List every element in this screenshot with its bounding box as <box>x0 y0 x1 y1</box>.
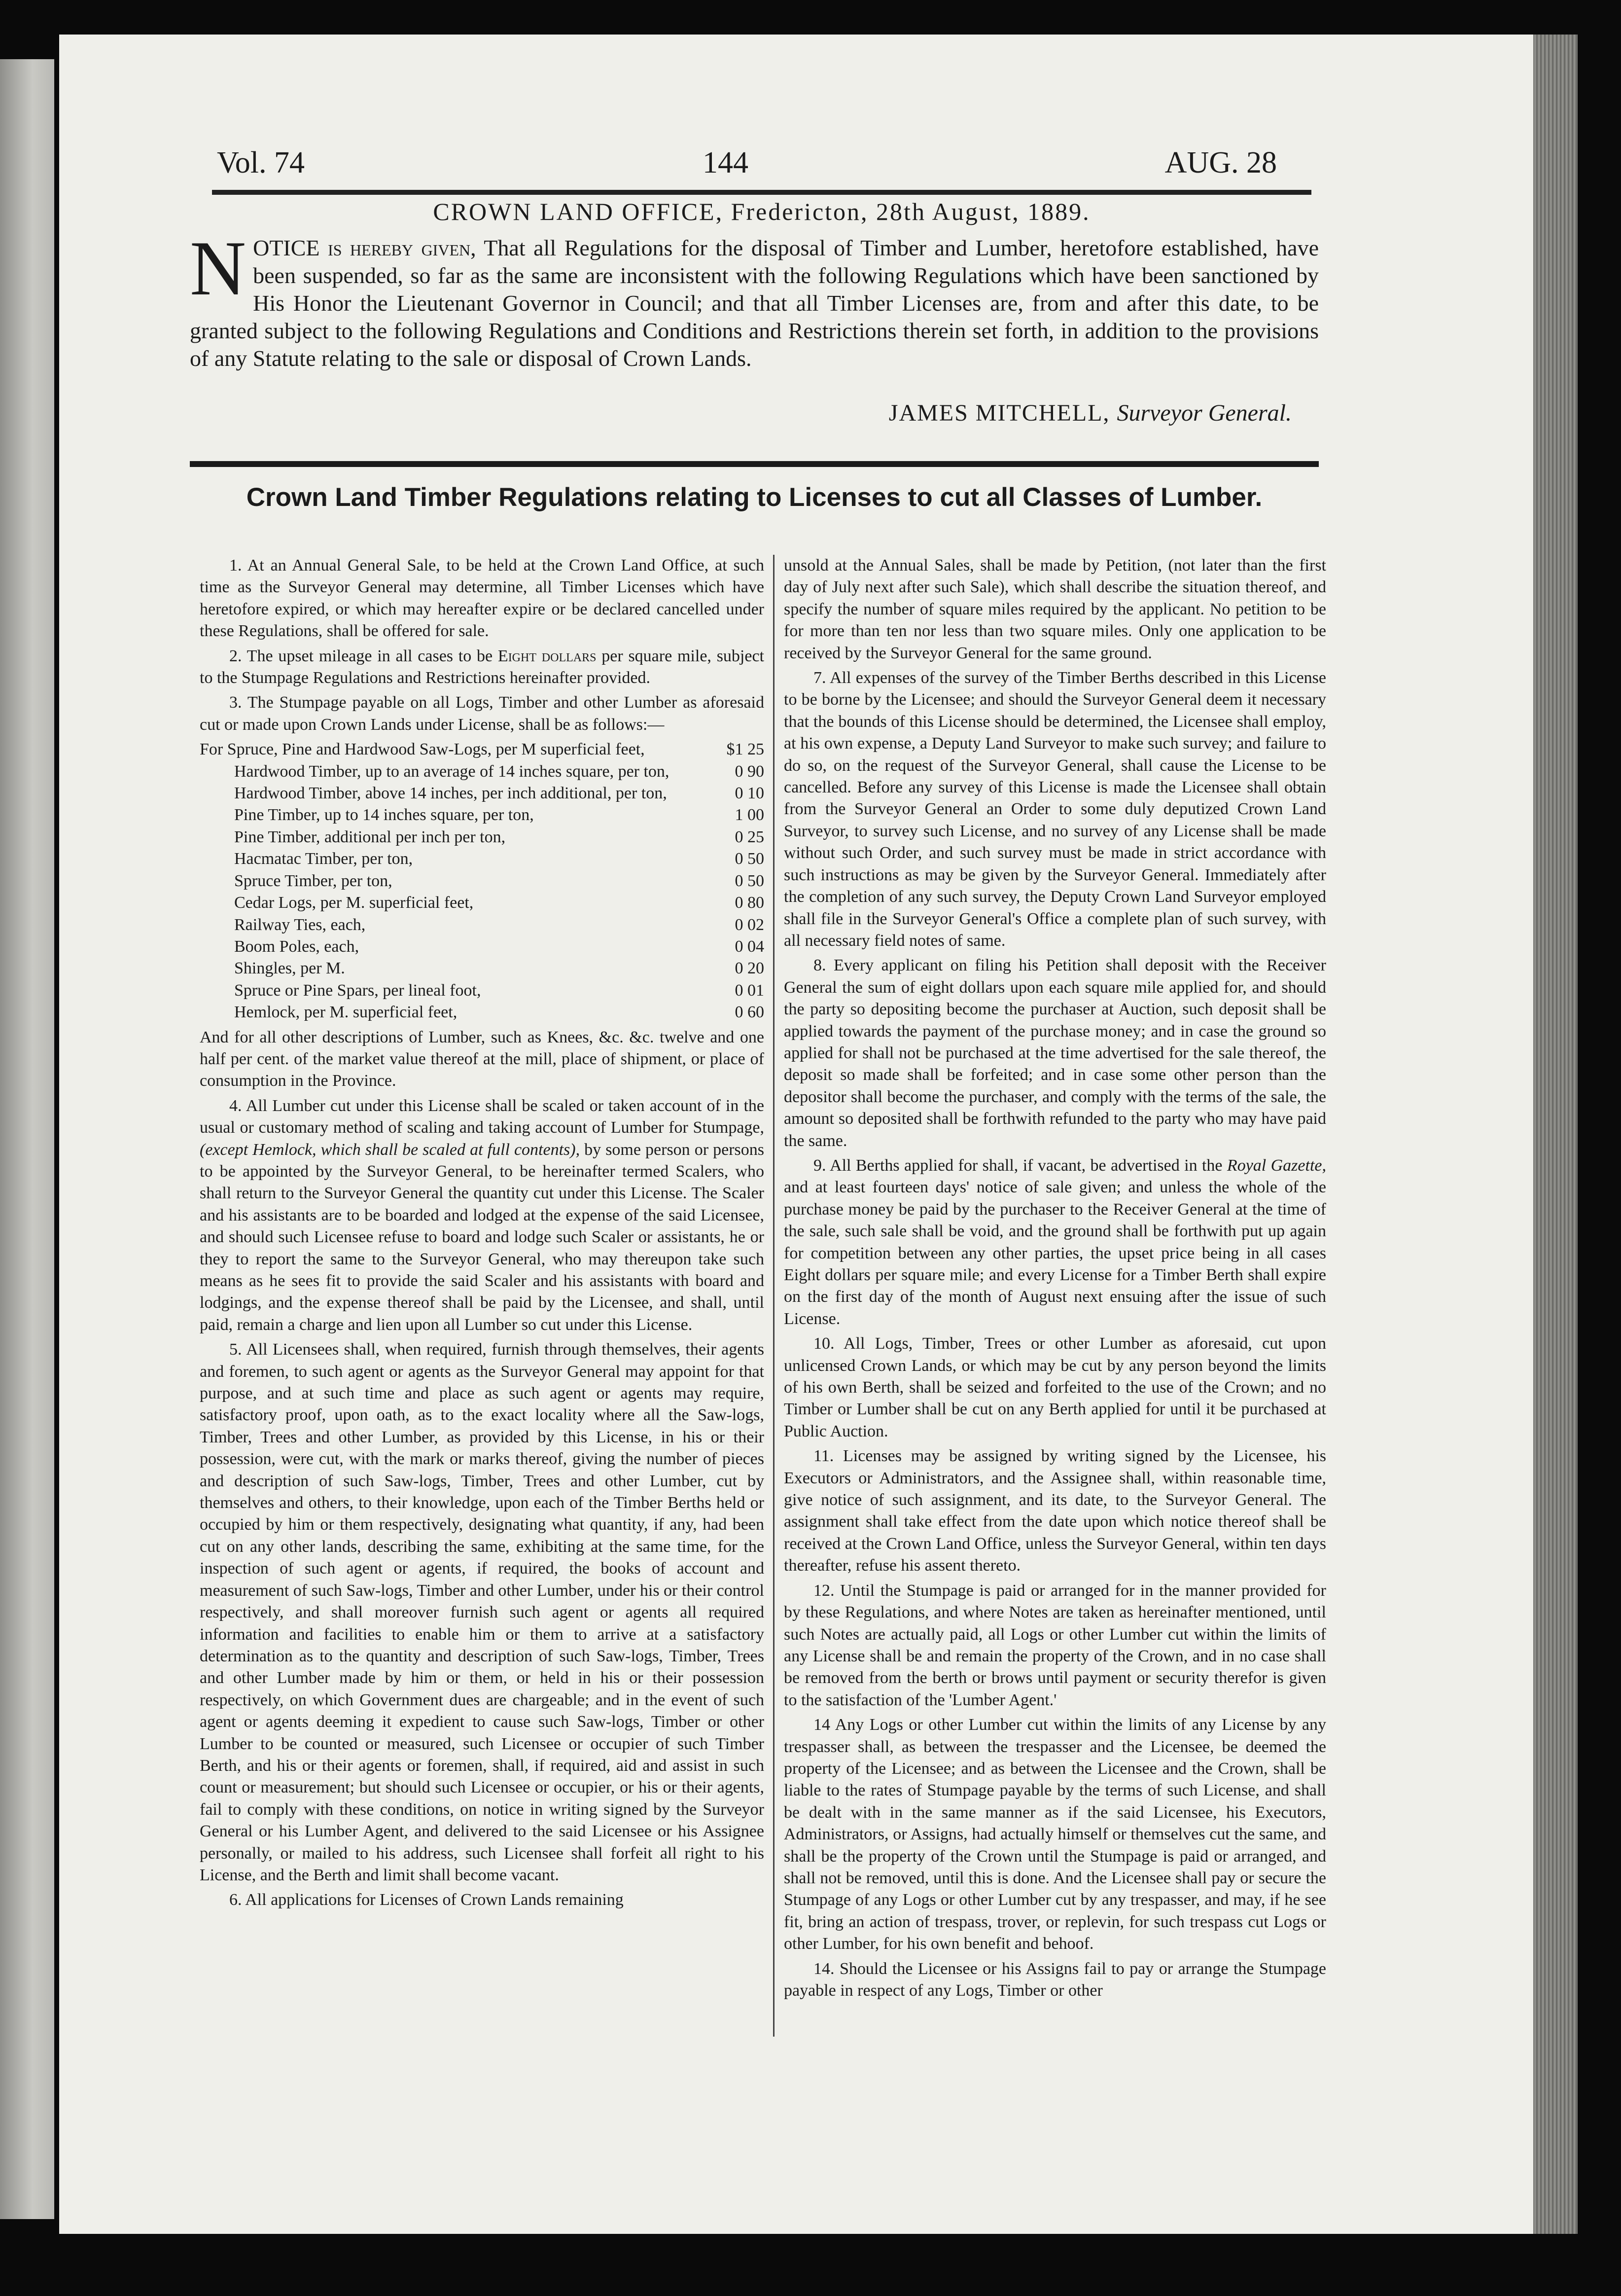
signatory-title: Surveyor General. <box>1117 400 1292 426</box>
schedule-price: 0 90 <box>735 762 764 781</box>
regulation-4-text-b: by some person or persons to be appointed by the Surveyor General, to be hereinafter termed Scalers, who shall return to the Surveyor General the quantity cut under this License. The Scaler and his assistants are to be boarded and lodged at the expense of the said Licensee, and should such Licensee refuse to board and lodge such Scaler or assistants, he or they to report the same to the Surveyor General, who may thereupon take such means as he sees fit to provide the said Scaler and his assistants with board and lodgings, and the expense thereof shall be paid by the Licensee, and shall, until paid, remain a charge and lien upon all Lumber so cut under this License. <box>200 1140 764 1334</box>
schedule-row <box>200 980 764 1002</box>
regulation-8: 8. Every applicant on filing his Petition shall deposit with the Receiver General the sum of eight dollars upon each square mile applied for, and should the party so depositing become the purchaser at Auction, such deposit shall be applied towards the payment of the purchase money; and in case the ground so applied for shall not be purchased at the time advertised for the sale thereof, the deposit so made shall be forfeited; and in case some other person than the depositor shall become the purchaser, and comply with the terms of the sale, the amount so deposited shall be forthwith refunded to the party who may have paid the same. <box>784 956 1326 1150</box>
regulation-14-trespass: 14 Any Logs or other Lumber cut within the limits of any License by any trespasser shall, as between the trespasser and the Licensee, be deemed the property of the Licensee; and as between the Licensee and the Crown, shall be liable to the rates of Stumpage payable by the terms of such License, and shall be dealt with in the same manner as if the said Licensee, his Executors, Administrators, or Assigns, had actually himself or themselves cut the same, and shall be the property of the Crown until the Stumpage is paid or arranged, and shall not be removed, until this is done. And the Licensee shall pay or secure the Stumpage of any Logs or other Lumber cut by any trespasser, and may, if he see fit, bring an action of trespass, trover, or replevin, for such trespass cut Logs or other Lumber, for his own benefit and behoof. <box>784 1716 1326 1953</box>
schedule-price: $1 25 <box>726 740 764 759</box>
regulation-9-gazette: Royal Gazette, <box>1227 1156 1326 1175</box>
office-dateline: CROWN LAND OFFICE, Fredericton, 28th August, 1889. <box>433 198 1091 225</box>
schedule-price: 0 50 <box>735 850 764 868</box>
volume-number: Vol. 74 <box>217 146 305 179</box>
regulation-7: 7. All expenses of the survey of the Timber Berths described in this License to be borne by the Licensee; and should the Surveyor General deem it necessary that the bounds of this License should be determined, the Licensee shall employ, at his own expense, a Deputy Land Surveyor to make such survey; and failure to do so, on the request of the Surveyor General, shall cause the License to be cancelled. Before any survey of this License is made the Licensee shall obtain from the Surveyor General an Order to some duly deputized Crown Land Surveyor, to survey such License, and no survey of any License shall be made without such Order, and such survey must be made in strict accordance with such instructions as may be given by the Surveyor General. Immediately after the completion of any such survey, the Deputy Crown Land Surveyor employed shall file in the Surveyor General's Office a complete plan of such survey, with all necessary field notes of same. <box>784 669 1326 950</box>
schedule-price: 0 02 <box>735 915 764 934</box>
regulation-9 <box>784 1155 1326 1330</box>
regulation-9-text-b: and at least fourteen days' notice of sale given; and unless the whole of the purchase money be paid by the purchaser to the Receiver General at the time of the sale, such sale shall be void, and the ground shall be forthwith put up again for competition between any other parties, the upset price being in all cases Eight dollars per square mile; and every License for a Timber Berth shall expire on the first day of the month of August next ensuing after the issue of such License. <box>784 1178 1326 1328</box>
regulation-4-text-a: 4. All Lumber cut under this License shall be scaled or taken account of in the usual or customary method of scaling and taking account of Lumber for Stumpage, <box>200 1096 764 1137</box>
schedule-item: Hardwood Timber, up to an average of 14 inches square, per ton, <box>234 762 670 781</box>
schedule-price: 0 80 <box>735 894 764 912</box>
schedule-row <box>200 761 764 783</box>
regulation-9-text-a: 9. All Berths applied for shall, if vacant, be advertised in the <box>813 1156 1227 1175</box>
schedule-row <box>200 870 764 892</box>
signatory-name: JAMES MITCHELL, <box>888 400 1110 426</box>
schedule-item: Hemlock, per M. superficial feet, <box>234 1003 458 1022</box>
schedule-item: For Spruce, Pine and Hardwood Saw-Logs, per M superficial feet, <box>200 740 645 759</box>
page-stack-edges <box>1533 35 1578 2234</box>
schedule-item: Shingles, per M. <box>234 959 345 978</box>
notice-lead: OTICE is hereby given, <box>253 235 476 260</box>
drop-cap: N <box>190 225 247 312</box>
signature-block <box>799 399 1292 427</box>
schedule-item: Boom Poles, each, <box>234 937 359 956</box>
left-column <box>200 555 764 1914</box>
regulation-2 <box>200 646 764 689</box>
schedule-row <box>200 848 764 870</box>
schedule-price: 0 60 <box>735 1003 764 1022</box>
regulation-2-text-b: per square mile, subject to the Stumpage Regulations and Restrictions hereinafter provided. <box>200 646 764 687</box>
regulation-4 <box>200 1095 764 1336</box>
regulation-12: 12. Until the Stumpage is paid or arranged for in the manner provided for by these Regulations, and where Notes are taken as hereinafter mentioned, until such Notes are actually paid, all Logs or other Lumber cut within the limits of any License shall be and remain the property of the Crown, and in no case shall be removed from the berth or brows until payment or security therefor is given to the satisfaction of the 'Lumber Agent.' <box>784 1581 1326 1709</box>
schedule-row <box>200 826 764 848</box>
schedule-item: Hardwood Timber, above 14 inches, per inch additional, per ton, <box>234 784 667 803</box>
schedule-row <box>200 783 764 804</box>
schedule-item: Hacmatac Timber, per ton, <box>234 850 413 868</box>
facing-page-edge <box>0 59 54 2219</box>
regulation-4-exception: (except Hemlock, which shall be scaled at full contents), <box>200 1140 580 1159</box>
schedule-price: 1 00 <box>735 806 764 825</box>
schedule-price: 0 01 <box>735 981 764 1000</box>
page-number: 144 <box>703 146 748 179</box>
regulation-2-text-a: 2. The upset mileage in all cases to be <box>229 646 498 665</box>
schedule-row <box>200 958 764 979</box>
schedule-row <box>200 892 764 914</box>
regulation-3: 3. The Stumpage payable on all Logs, Timber and other Lumber as aforesaid cut or made upon Crown Lands under License, shall be as follows:— <box>200 693 764 734</box>
regulation-3-remainder: And for all other descriptions of Lumber, such as Knees, &c. &c. twelve and one half per cent. of the market value thereof at the mill, place of shipment, or place of consumption in the Province. <box>200 1028 764 1090</box>
schedule-row <box>200 804 764 826</box>
right-column <box>784 555 1326 2005</box>
schedule-item: Spruce or Pine Spars, per lineal foot, <box>234 981 481 1000</box>
regulation-5: 5. All Licensees shall, when required, furnish through themselves, their agents and foremen, to such agent or agents as the Surveyor General may appoint for that purpose, and at such time and place as such agent or agents may require, satisfactory proof, upon oath, as to the exact locality where all the Saw-logs, Timber, Trees and other Lumber, as provided by this License, in his or their possession, were cut, with the mark or marks thereof, giving the number of pieces and description of such Saw-logs, Timber, Trees and other Lumber, cut by themselves and others, to their knowledge, upon each of the Timber Berths held or occupied by him or them respectively, designating what quantity, if any, had been cut on any other lands, describing the same, exhibiting at the same time, for the inspection of such agent or agents, if required, the books of account and measurement of such Saw-logs, Timber and other Lumber, under his or their control respectively, and shall moreover furnish such agent or agents all required information and facilities to enable him or them to arrive at a satisfactory determination as to the quantity and description of such Saw-logs, Timber, Trees and other Lumber made by him or them, or held in his or their possession respectively, on which Government dues are chargeable; and in the event of such agent or agents deeming it expedient to cause such Saw-logs, Timber or other Lumber to be counted or measured, such Licensee or occupier of such Timber Berth, and his or their agents or foremen, shall, if required, aid and assist in such count or measurement; but should such Licensee or occupier, or his or their agents, fail to comply with these conditions, on notice in writing signed by the Surveyor General or his Lumber Agent, and delivered to the said Licensee or his Assignee personally, or mailed to his address, such Licensee shall forfeit all right to his License, and the Berth and limit shall become vacant. <box>200 1340 764 1884</box>
regulation-2-amount: Eight dollars <box>497 646 597 665</box>
schedule-row <box>200 936 764 958</box>
regulations-title: Crown Land Timber Regulations relating to Licenses to cut all Classes of Lumber. <box>246 483 1263 512</box>
schedule-row <box>200 914 764 936</box>
schedule-row <box>200 1002 764 1023</box>
notice-body: That all Regulations for the disposal of Timber and Lumber, heretofore established, have been suspended, so far as the same are inconsistent with the following Regulations which have been sanctioned by His Honor the Lieutenant Governor in Council; and that all Timber Licenses are, from and after this date, to be granted subject to the following Regulations and Conditions and Restrictions therein set forth, in addition to the provisions of any Statute relating to the sale or disposal of Crown Lands. <box>190 235 1319 371</box>
regulation-6-continued: unsold at the Annual Sales, shall be made by Petition, (not later than the first day of July next after such Sale), which shall describe the situation thereof, and specify the number of square miles required by the applicant. No petition to be for more than ten nor less than two square miles. Only one application to be received by the Surveyor General for the same ground. <box>784 556 1326 662</box>
schedule-row <box>200 739 764 760</box>
schedule-price: 0 10 <box>735 784 764 803</box>
stumpage-schedule <box>200 739 764 1023</box>
regulation-6: 6. All applications for Licenses of Crown Lands remaining <box>229 1891 624 1909</box>
column-divider <box>773 555 775 2037</box>
schedule-item: Railway Ties, each, <box>234 915 366 934</box>
schedule-price: 0 25 <box>735 827 764 846</box>
running-header <box>153 145 1277 185</box>
regulation-11: 11. Licenses may be assigned by writing signed by the Licensee, his Executors or Administrators, and the Assignee shall, within reasonable time, give notice of such assignment, and its date, to the Surveyor General. The assignment shall take effect from the date upon which notice thereof shall be received at the Crown Land Office, unless the Surveyor General, within ten days thereafter, refuse his assent thereto. <box>784 1447 1326 1575</box>
regulation-14-stumpage: 14. Should the Licensee or his Assigns fail to pay or arrange the Stumpage payable in respect of any Logs, Timber or other <box>784 1959 1326 2000</box>
schedule-price: 0 20 <box>735 959 764 978</box>
schedule-item: Pine Timber, additional per inch per ton, <box>234 827 506 846</box>
regulation-10: 10. All Logs, Timber, Trees or other Lumber as aforesaid, cut upon unlicensed Crown Lands, or which may be cut by any person beyond the limits of his own Berth, shall be seized and forfeited to the use of the Crown; and no Timber or Lumber shall be cut on any Berth applied for until it be purchased at Public Auction. <box>784 1334 1326 1440</box>
schedule-item: Pine Timber, up to 14 inches square, per ton, <box>234 806 534 825</box>
schedule-item: Spruce Timber, per ton, <box>234 871 392 890</box>
header-rule <box>212 190 1311 195</box>
schedule-item: Cedar Logs, per M. superficial feet, <box>234 894 474 912</box>
section-rule <box>190 461 1319 467</box>
regulation-1: 1. At an Annual General Sale, to be held at the Crown Land Office, at such time as the Surveyor General may determine, all Timber Licenses which have heretofore expired, or which may hereafter expire or be declared cancelled under these Regulations, shall be offered for sale. <box>200 556 764 641</box>
schedule-price: 0 04 <box>735 937 764 956</box>
notice-paragraph <box>190 225 1319 372</box>
issue-date: AUG. 28 <box>1164 146 1277 179</box>
schedule-price: 0 50 <box>735 871 764 890</box>
